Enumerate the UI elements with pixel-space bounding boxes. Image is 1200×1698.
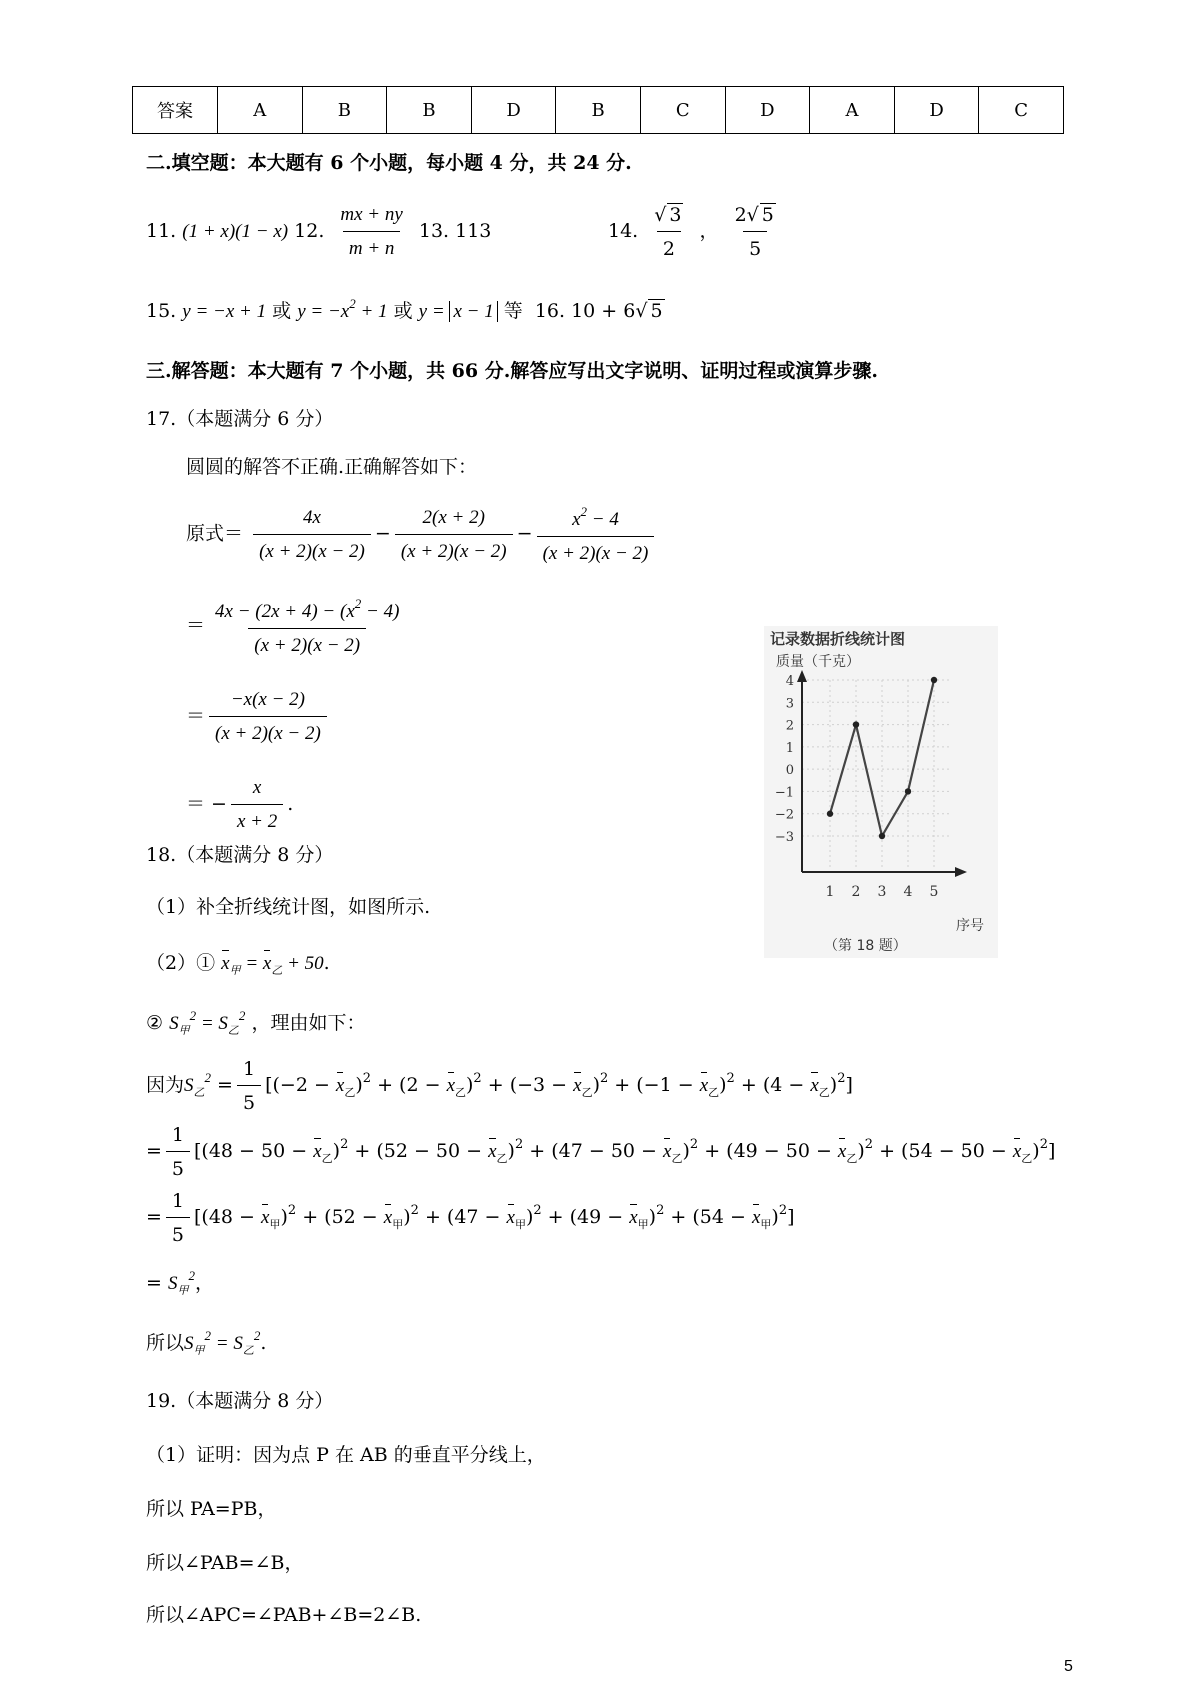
answer-header-cell: 答案 [133, 87, 218, 134]
so-label: 所以 [146, 1332, 185, 1354]
x-axis-arrow [955, 867, 967, 877]
y-axis-arrow [797, 670, 807, 682]
y-tick-label: 4 [785, 674, 794, 689]
answer-cell: B [556, 87, 641, 134]
answer-cell: D [471, 87, 556, 134]
q12-numerator: mx + ny [340, 204, 403, 225]
q14-fraction-b: $\frac{2√ 5}{5}$ [734, 204, 774, 260]
q17-step-3: ＝ $\frac{-x(x - 2)}{(x + 2)(x - 2)}$ [186, 689, 331, 745]
answer-cell: D [725, 87, 810, 134]
answer-cell: C [979, 87, 1064, 134]
q17-frac-3: $\frac{x^2 - 4}{(x + 2)(x - 2)}$ [537, 504, 655, 565]
q13-answer: 13. 113 [418, 220, 492, 242]
q15-label: 15. [146, 300, 177, 322]
q17-frac-4: $\frac{4x - (2x + 4) - (x^2 - 4)}{(x + 2)(x - 2)}$ [215, 596, 400, 656]
q18-variance-line-2: = $\frac{1}{5}$ $[(48 - 50 - x_乙)^2 + (52 - 50 - x_乙)^2 + (47 - 50 - x_乙)^2 + (49 - 50 - x_乙)^2 + (54 - 50 - x_乙)^2]$ [146, 1124, 1056, 1180]
q14-label: 14. [608, 220, 639, 242]
fill-line-15-16: 15. y = −x + 1 或 $y = -x^2 + 1$ 或 y = x − 1 等 16. 10 + 6√ 5 [146, 296, 663, 322]
answer-cell: A [218, 87, 303, 134]
answer-table [132, 86, 1064, 134]
q18-part2b-prefix: ② [146, 1012, 164, 1034]
chart-title: 记录数据折线统计图 [770, 630, 906, 648]
because-label: 因为 [146, 1074, 185, 1096]
q19-title: 19.（本题满分 8 分） [146, 1390, 334, 1412]
q12-label: 12. [294, 220, 325, 242]
q17-frac-2: $\frac{2(x + 2)}{(x + 2)(x - 2)}$ [395, 507, 513, 563]
q18-part1: （1）补全折线统计图，如图所示. [146, 896, 431, 918]
q15-expr-3: y = x − 1 [419, 301, 498, 322]
q18-part2-prefix: （2）① [146, 952, 216, 974]
q17-step-2: ＝ $\frac{4x - (2x + 4) - (x^2 - 4)}{(x + 2)(x - 2)}$ [186, 596, 409, 657]
y-tick-label: 0 [785, 763, 794, 779]
q14-b-denominator: 5 [743, 231, 767, 260]
x-tick-label: 2 [851, 884, 861, 900]
data-point [905, 788, 911, 794]
q18-part2-line: （2）① $x_甲 = x_乙 + 50$. [146, 952, 330, 977]
q19-line1: （1）证明：因为点 P 在 AB 的垂直平分线上， [146, 1444, 546, 1466]
q16-radicand: 5 [650, 300, 663, 322]
q18-variance-line-4: = $S_甲^2$， [146, 1268, 214, 1297]
x-tick-label: 5 [929, 884, 939, 900]
y-tick-label: −3 [774, 830, 794, 845]
answer-cell: C [640, 87, 725, 134]
q14-separator: ， [699, 220, 719, 242]
series-line [830, 680, 934, 836]
q16-expr: 10 + 6 [571, 300, 636, 322]
q18-part2b-suffix: ，理由如下： [251, 1012, 366, 1034]
y-tick-label: 1 [785, 740, 794, 756]
q14-b-radicand: 5 [761, 204, 774, 226]
answer-row [133, 87, 1064, 134]
q19-line4: 所以∠APC=∠PAB+∠B=2∠B. [146, 1604, 422, 1626]
q18-title: 18.（本题满分 8 分） [146, 844, 334, 866]
answer-cell: B [387, 87, 472, 134]
answer-cell: D [894, 87, 979, 134]
q16-label: 16. [534, 300, 566, 322]
y-tick-label: 3 [785, 696, 794, 712]
x-tick-label: 1 [825, 884, 835, 900]
q17-intro: 圆圆的解答不正确.正确解答如下： [186, 456, 478, 478]
q15-etc: 等 [503, 300, 523, 322]
q18-variance-line-1: 因为$S_乙^2$ = $\frac{1}{5}$ $[(-2 - x_乙)^2 + (2 - x_乙)^2 + (-3 - x_乙)^2 + (-1 - x_乙)^2 + (4 - x_乙)^2]$ [146, 1058, 853, 1114]
fill-q14 [608, 204, 786, 260]
q15-or-1: 或 [272, 300, 292, 322]
q11-label: 11. [146, 220, 177, 242]
y-tick-label: −2 [774, 807, 794, 823]
data-point [853, 721, 859, 727]
answer-cell: B [302, 87, 387, 134]
y-tick-label: 2 [785, 718, 794, 734]
q17-step-1: 原式＝ $\frac{4x}{(x + 2)(x - 2)}$ − $\frac{2(x + 2)}{(x + 2)(x - 2)}$ − $\frac{x^2 - 4}{(x + 2)(x - 2)}$ [186, 504, 658, 565]
data-point [827, 811, 833, 817]
q12-denominator: m + n [343, 231, 401, 260]
q15-expr-2: $y = -x^2 + 1$ [297, 296, 388, 322]
q11-expr: (1 + x)(1 − x) [182, 221, 289, 242]
x-tick-label: 4 [903, 884, 913, 900]
q17-step-4: ＝ − $\frac{x}{x + 2}$ . [186, 777, 294, 832]
q17-frac-1: $\frac{4x}{(x + 2)(x - 2)}$ [253, 507, 371, 563]
chart-caption: （第 18 题） [824, 938, 907, 954]
q12-fraction [334, 204, 408, 260]
q15-or-2: 或 [393, 300, 413, 322]
q17-frac-5: $\frac{-x(x - 2)}{(x + 2)(x - 2)}$ [209, 689, 327, 745]
chart-y-axis-label: 质量（千克） [776, 654, 860, 670]
q17-yuanshi-label: 原式＝ [186, 522, 244, 545]
y-tick-label: −1 [774, 785, 794, 801]
q19-line3: 所以∠PAB=∠B， [146, 1552, 304, 1574]
data-point [879, 833, 885, 839]
q14-a-radicand: 3 [669, 204, 682, 226]
page-number: 5 [1064, 1658, 1073, 1675]
q17-frac-6: $\frac{x}{x + 2}$ [231, 777, 283, 833]
q19-line2: 所以 PA=PB， [146, 1498, 277, 1520]
line-chart-svg [764, 626, 998, 958]
q15-expr-1: y = −x + 1 [182, 301, 267, 322]
fill-line-11-13 [146, 204, 491, 260]
q14-a-denominator: 2 [657, 231, 681, 260]
q14-b-coef: 2 [734, 204, 747, 226]
x-tick-label: 3 [877, 884, 887, 900]
answer-cell: A [810, 87, 895, 134]
chart-tick-labels [775, 674, 939, 900]
data-point [931, 677, 937, 683]
line-chart [764, 626, 998, 958]
section3-title: 三.解答题：本大题有 7 个小题，共 66 分.解答应写出文字说明、证明过程或演算步骤. [146, 360, 878, 382]
section2-title: 二.填空题：本大题有 6 个小题，每小题 4 分，共 24 分. [146, 152, 632, 174]
q18-conclusion: 所以$S_甲^2 = S_乙^2$. [146, 1328, 267, 1357]
q14-fraction-a: $\frac{√ 3}{2}$ [654, 204, 682, 260]
chart-x-axis-label: 序号 [956, 918, 984, 934]
q18-part2b-line: ② $S_甲^2 = S_乙^2$ ，理由如下： [146, 1008, 366, 1037]
q17-title: 17.（本题满分 6 分） [146, 408, 334, 430]
q18-variance-line-3: = $\frac{1}{5}$ $[(48 - x_甲)^2 + (52 - x_甲)^2 + (47 - x_甲)^2 + (49 - x_甲)^2 + (54 - x_甲)^2]$ [146, 1190, 795, 1246]
